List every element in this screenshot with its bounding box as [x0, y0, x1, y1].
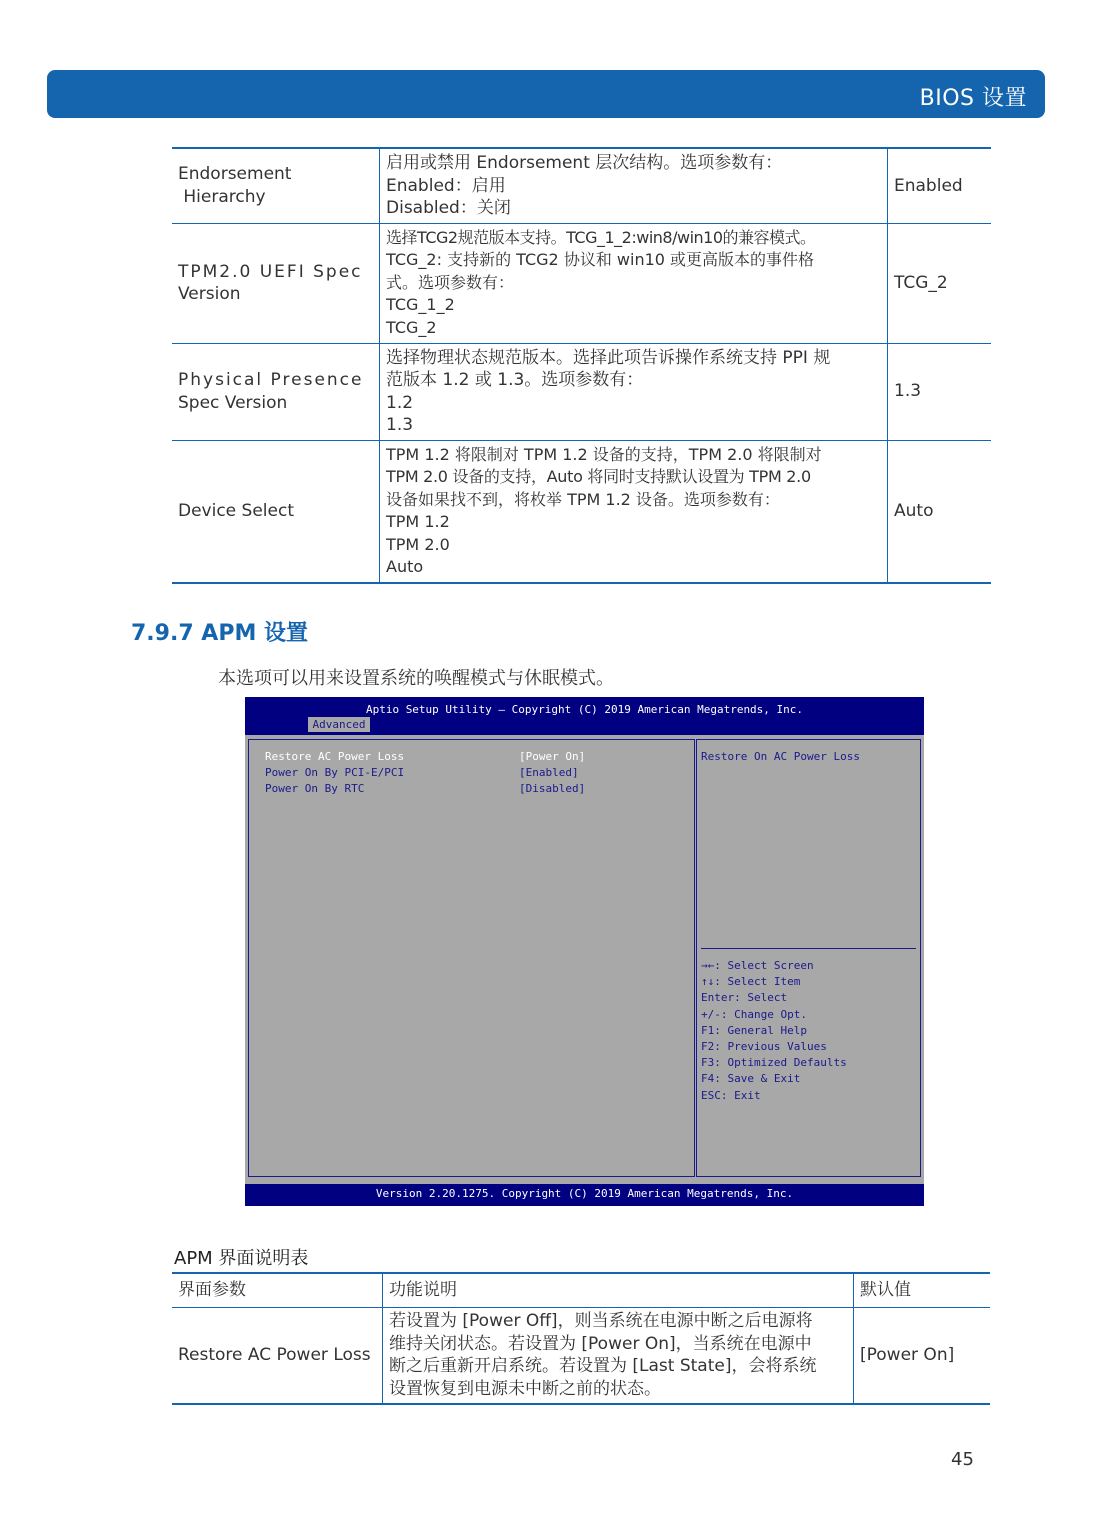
param-name-line: Version — [178, 284, 241, 304]
table-row — [172, 148, 991, 223]
param-name-line: Physical Presence — [178, 370, 364, 390]
bios-settings-panel — [248, 739, 695, 1177]
bios-body — [245, 735, 924, 1184]
column-header: 功能说明 — [383, 1273, 854, 1307]
table-row — [172, 223, 991, 343]
desc-line: 断之后重新开启系统。若设置为 [Last State]，会将系统 — [389, 1356, 817, 1377]
param-desc-cell — [380, 223, 888, 343]
tpm-settings-table — [172, 147, 991, 584]
param-name-cell — [172, 148, 380, 223]
bios-key-line: Enter: Select — [701, 991, 788, 1005]
desc-line: TCG_2: 支持新的 TCG2 协议和 win10 或更高版本的事件格 — [386, 250, 815, 270]
header-bar — [47, 70, 1045, 118]
bios-key-line: ↑↓: Select Item — [701, 975, 801, 989]
apm-settings-table — [172, 1272, 990, 1405]
param-default-cell: 1.3 — [888, 343, 992, 440]
param-name-cell — [172, 223, 380, 343]
section-intro: 本选项可以用来设置系统的唤醒模式与休眠模式。 — [218, 668, 614, 689]
desc-line: TPM 2.0 — [386, 534, 450, 554]
bios-item-power-on-by-pcie[interactable]: Power On By PCI-E/PCI — [265, 766, 405, 779]
column-header: 界面参数 — [172, 1273, 383, 1307]
param-default-cell: [Power On] — [854, 1307, 991, 1404]
bios-key-line: F1: General Help — [701, 1023, 807, 1037]
bios-value-restore-ac-power-loss[interactable]: [Power On] — [519, 750, 586, 763]
desc-line: TPM 2.0 设备的支持，Auto 将同时支持默认设置为 TPM 2.0 — [386, 467, 811, 487]
bios-help-divider — [701, 948, 916, 949]
param-desc-cell — [383, 1307, 854, 1404]
desc-line: Disabled：关闭 — [386, 198, 511, 218]
bios-screenshot — [245, 697, 924, 1206]
desc-line: 1.3 — [386, 415, 414, 435]
param-name-line: Hierarchy — [178, 186, 266, 207]
bios-key-line: F2: Previous Values — [701, 1040, 827, 1054]
tab-advanced[interactable]: Advanced — [308, 717, 370, 732]
bios-top-title: Aptio Setup Utility – Copyright (C) 2019 American Megatrends, Inc. — [365, 703, 804, 716]
page-number: 45 — [951, 1449, 974, 1470]
desc-line: 1.2 — [386, 392, 414, 413]
bios-key-line: F4: Save & Exit — [701, 1072, 801, 1086]
bios-value-power-on-by-pcie[interactable]: [Enabled] — [519, 766, 579, 779]
param-name-line: TPM2.0 UEFI Spec — [178, 261, 363, 282]
desc-line: TPM 1.2 将限制对 TPM 1.2 设备的支持，TPM 2.0 将限制对 — [386, 444, 822, 464]
desc-line: 设备如果找不到，将枚举 TPM 1.2 设备。选项参数有： — [386, 489, 780, 509]
table-header-row — [172, 1273, 990, 1307]
table-row — [172, 343, 991, 440]
desc-line: 式。选项参数有： — [386, 272, 515, 292]
bios-bottom-version: Version 2.20.1275. Copyright (C) 2019 American Megatrends, Inc. — [375, 1187, 794, 1200]
section-title: 7.9.7 APM 设置 — [131, 621, 308, 646]
bios-value-power-on-by-rtc[interactable]: [Disabled] — [519, 782, 586, 795]
param-default-cell: Enabled — [888, 148, 992, 223]
desc-line: TCG_1_2 — [386, 295, 455, 315]
desc-line: 选择物理状态规范版本。选择此项告诉操作系统支持 PPI 规 — [386, 347, 831, 368]
apm-table-title: APM 界面说明表 — [174, 1248, 309, 1269]
param-name-line: Spec Version — [178, 392, 288, 413]
bios-help-title: Restore On AC Power Loss — [701, 750, 860, 763]
bios-key-line: →←: Select Screen — [701, 959, 814, 972]
desc-line: 范版本 1.2 或 1.3。选项参数有： — [386, 370, 644, 390]
desc-line: 若设置为 [Power Off]，则当系统在电源中断之后电源将 — [389, 1311, 813, 1332]
table-row — [172, 1307, 990, 1404]
bios-key-line: +/-: Change Opt. — [701, 1007, 807, 1021]
bios-help-panel — [696, 739, 921, 1177]
param-name-cell — [172, 440, 380, 583]
desc-line: Enabled：启用 — [386, 175, 506, 196]
desc-line: 选择TCG2规范版本支持。TCG_1_2:win8/win10的兼容模式。 — [386, 227, 816, 247]
desc-line: TPM 1.2 — [386, 512, 450, 532]
bios-item-restore-ac-power-loss[interactable]: Restore AC Power Loss — [265, 750, 405, 763]
column-header: 默认值 — [854, 1273, 991, 1307]
desc-line: Auto — [386, 557, 424, 577]
table-row — [172, 440, 991, 583]
param-name-cell — [172, 343, 380, 440]
param-name-line: Device Select — [178, 501, 294, 521]
header-title: BIOS 设置 — [919, 86, 1027, 111]
desc-line: 维持关闭状态。若设置为 [Power On]，当系统在电源中 — [389, 1333, 812, 1354]
param-name-line: Endorsement — [178, 164, 292, 185]
bios-key-legend — [701, 958, 847, 1104]
param-desc-cell — [380, 343, 888, 440]
param-desc-cell — [380, 148, 888, 223]
bios-item-power-on-by-rtc[interactable]: Power On By RTC — [265, 782, 365, 795]
param-name-cell: Restore AC Power Loss — [172, 1307, 383, 1404]
bios-key-line: F3: Optimized Defaults — [701, 1056, 847, 1070]
bios-key-line: ESC: Exit — [701, 1088, 761, 1102]
param-default-cell: TCG_2 — [888, 223, 992, 343]
param-default-cell: Auto — [888, 440, 992, 583]
desc-line: 设置恢复到电源未中断之前的状态。 — [389, 1378, 661, 1399]
desc-line: TCG_2 — [386, 317, 437, 337]
param-desc-cell — [380, 440, 888, 583]
desc-line: 启用或禁用 Endorsement 层次结构。选项参数有： — [386, 153, 783, 173]
